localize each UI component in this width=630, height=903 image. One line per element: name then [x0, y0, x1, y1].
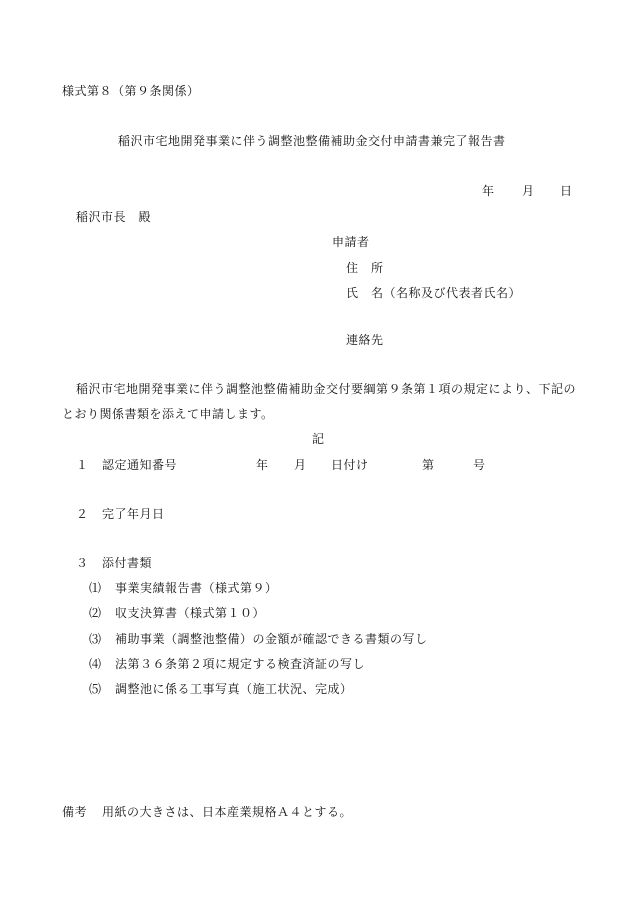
attachment-item-text: 調整池に係る工事写真（施工状況、完成） — [115, 682, 353, 696]
form-number-label: 様式第８（第９条関係） — [62, 84, 200, 98]
item-2-label: 完了年月日 — [102, 507, 165, 521]
body-line-1: 稲沢市宅地開発事業に伴う調整池整備補助金交付要綱第９条第１項の規定により、下記の — [76, 382, 577, 396]
item-1-dai-label: 第 — [422, 458, 435, 472]
date-month-label: 月 — [522, 184, 535, 198]
addressee: 稲沢市長 殿 — [76, 210, 152, 224]
item-1-go-label: 号 — [473, 458, 486, 472]
remarks-label: 備考 — [62, 805, 88, 819]
attachment-item-text: 法第３６条第２項に規定する検査済証の写し — [115, 657, 366, 671]
item-1-month-label: 月 — [294, 458, 307, 472]
applicant-label: 申請者 — [332, 235, 370, 249]
date-day-label: 日 — [560, 184, 573, 198]
date-year-label: 年 — [482, 184, 495, 198]
attachment-item-number: ⑵ — [89, 606, 102, 620]
body-line-2: とおり関係書類を添えて申請します。 — [62, 407, 274, 421]
item-2-number: ２ — [76, 507, 89, 521]
document-title: 稲沢市宅地開発事業に伴う調整池整備補助金交付申請書兼完了報告書 — [118, 134, 506, 148]
applicant-address-label: 住 所 — [346, 261, 384, 275]
attachment-item-number: ⑷ — [89, 657, 102, 671]
ki-heading: 記 — [312, 432, 325, 446]
item-1-number: １ — [76, 458, 89, 472]
item-1-year-label: 年 — [256, 458, 269, 472]
attachment-item-text: 補助事業（調整池整備）の金額が確認できる書類の写し — [115, 632, 428, 646]
item-3-number: ３ — [76, 556, 89, 570]
applicant-contact-label: 連絡先 — [346, 333, 384, 347]
attachment-item-text: 収支決算書（様式第１０） — [115, 606, 266, 620]
attachment-item-number: ⑶ — [89, 632, 102, 646]
item-1-dated-label: 日付け — [331, 458, 369, 472]
attachment-item-text: 事業実績報告書（様式第９） — [115, 581, 278, 595]
attachment-item-number: ⑴ — [89, 581, 102, 595]
remarks-text: 用紙の大きさは、日本産業規格Ａ４とする。 — [102, 805, 353, 819]
item-1-label: 認定通知番号 — [102, 458, 178, 472]
attachment-item-number: ⑸ — [89, 682, 102, 696]
applicant-name-label: 氏 名（名称及び代表者氏名） — [346, 286, 522, 300]
item-3-label: 添付書類 — [102, 556, 153, 570]
